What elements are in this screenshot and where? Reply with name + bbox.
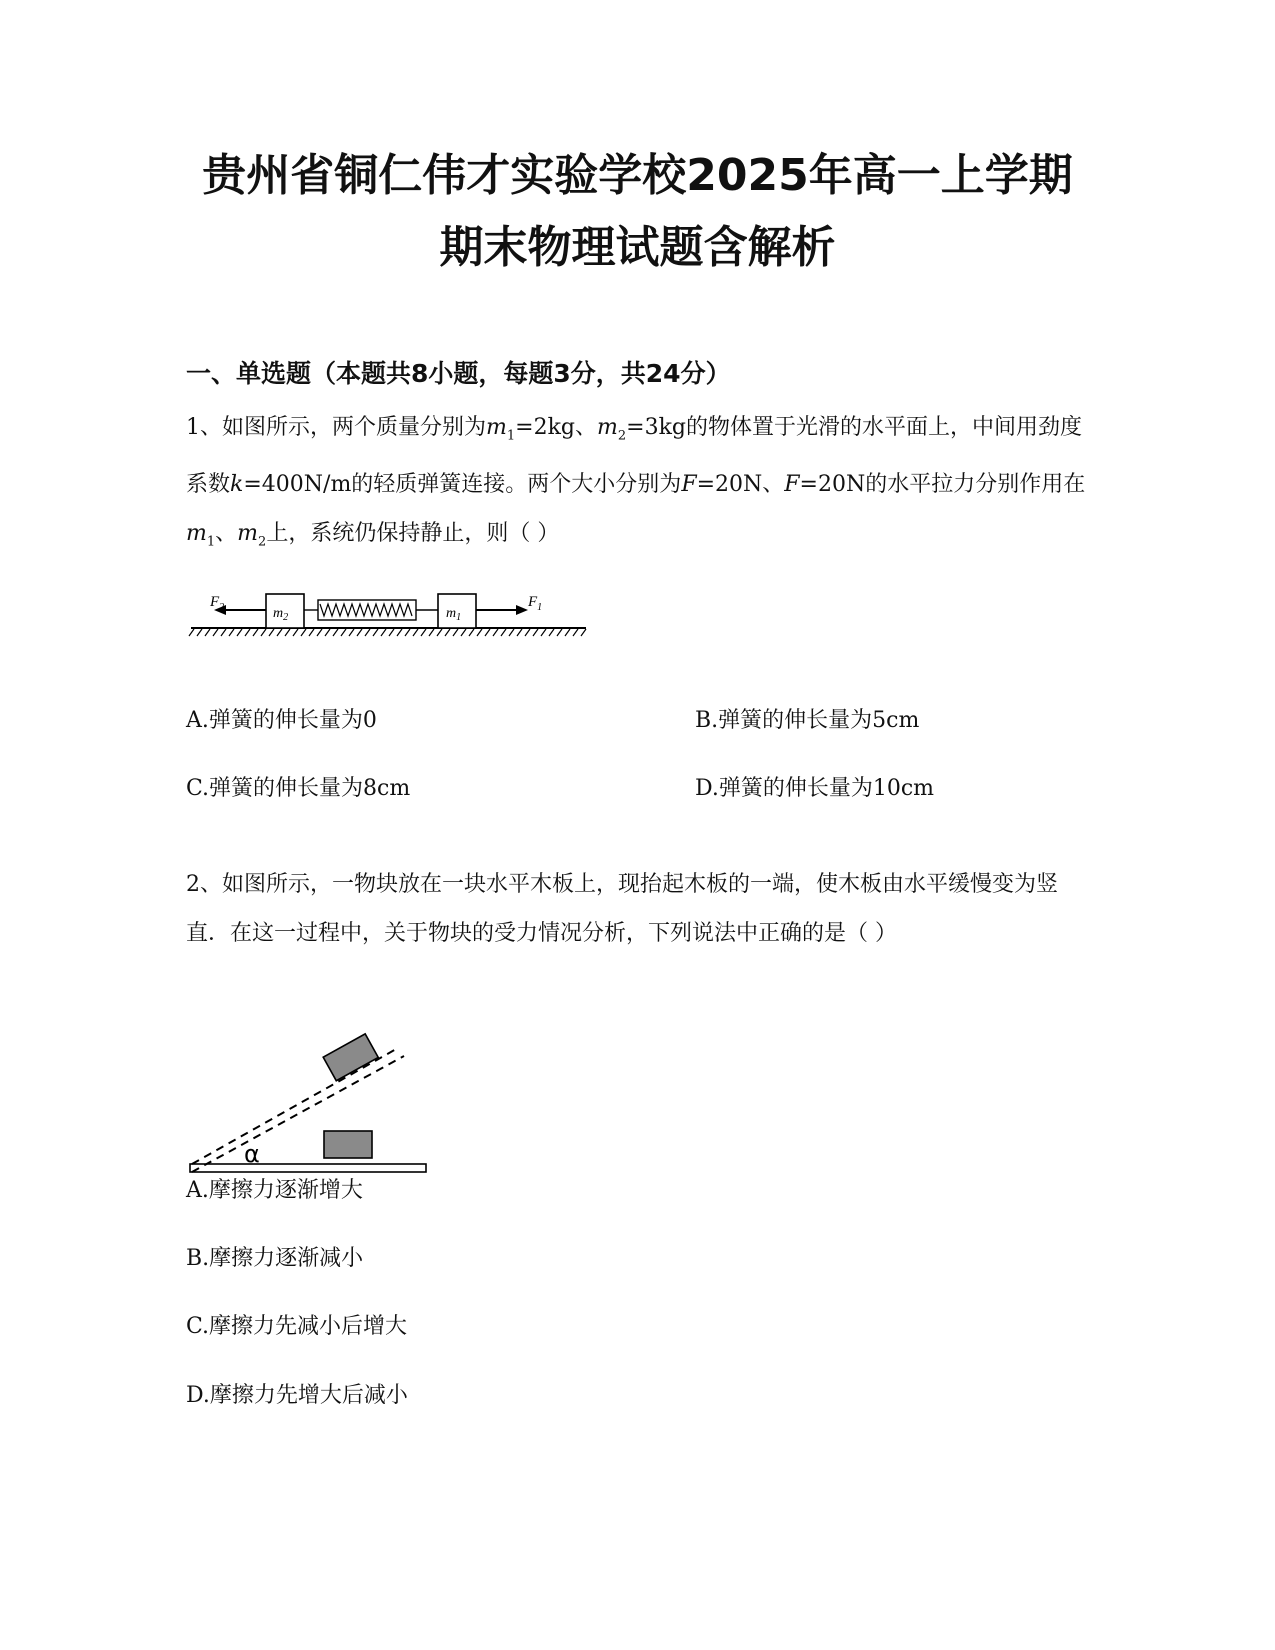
q1-text-part: =400N/m的轻质弹簧连接。两个大小分别为 <box>243 472 682 498</box>
q1-option-c[interactable]: C.弹簧的伸长量为8cm <box>186 776 411 801</box>
q1-text-part: 、 <box>215 521 238 547</box>
q1-text-part: 1、如图所示，两个质量分别为 <box>186 415 486 440</box>
q1-var-m1: m <box>486 415 507 440</box>
q1-var-m2b: m <box>237 521 259 547</box>
q1-var-k: k <box>230 472 244 498</box>
q2-option-b[interactable]: B.摩擦力逐渐减小 <box>186 1246 364 1271</box>
q1-sub-1: 1 <box>506 428 516 444</box>
f2-label: $F_2$ <box>210 594 225 613</box>
horizontal-board <box>190 1164 426 1172</box>
q1-option-d[interactable]: D.弹簧的伸长量为10cm <box>695 776 935 801</box>
q2-option-a[interactable]: A.摩擦力逐渐增大 <box>186 1178 363 1203</box>
inclined-board-figure <box>186 1028 436 1178</box>
q2-option-d[interactable]: D.摩擦力先增大后减小 <box>186 1383 408 1408</box>
q1-text-part: =20N、 <box>696 472 785 498</box>
q2-option-c[interactable]: C.摩擦力先减小后增大 <box>186 1314 408 1339</box>
q1-text-part: =20N的水平拉力分别作用在 <box>799 472 1086 498</box>
q1-text-part: =3kg的物体置于光滑的水平面上，中间用劲度系数 <box>186 415 1083 498</box>
question-1-text <box>186 403 1086 567</box>
q1-sub-4: 2 <box>258 534 267 550</box>
q1-var-f1: F <box>681 472 697 498</box>
q1-option-a[interactable]: A.弹簧的伸长量为0 <box>186 708 377 733</box>
spring-mass-figure <box>186 590 596 650</box>
q1-var-m1b: m <box>186 521 207 547</box>
q1-var-f2: F <box>784 472 800 498</box>
block-on-flat-board <box>324 1131 372 1158</box>
section-heading: 一、单选题（本题共8小题，每题3分，共24分） <box>186 359 731 388</box>
angle-alpha-label: α <box>244 1140 260 1168</box>
q1-text-part: =2kg、 <box>515 415 598 440</box>
f1-label: $F_1$ <box>528 594 543 613</box>
ground-surface <box>189 628 586 636</box>
document-title <box>150 140 1125 284</box>
q1-sub-3: 1 <box>206 534 216 550</box>
title-line-1: 贵州省铜仁伟才实验学校2025年高一上学期 <box>202 150 1073 201</box>
arrow-f1 <box>476 605 528 615</box>
m1-label: $m_1$ <box>446 606 462 623</box>
q1-text-part: 上，系统仍保持静止，则（ ） <box>266 521 560 547</box>
q1-option-b[interactable]: B.弹簧的伸长量为5cm <box>695 708 920 733</box>
q1-var-m2: m <box>597 415 618 440</box>
question-2-text: 2、如图所示，一物块放在一块水平木板上，现抬起木板的一端，使木板由水平缓慢变为竖直．在这一过程中，关于物块的受力情况分析，下列说法中正确的是（ ） <box>186 872 1059 946</box>
q1-sub-2: 2 <box>617 428 627 444</box>
spring <box>304 600 438 620</box>
m2-label: $m_2$ <box>273 606 289 623</box>
title-line-2: 期末物理试题含解析 <box>439 222 836 273</box>
